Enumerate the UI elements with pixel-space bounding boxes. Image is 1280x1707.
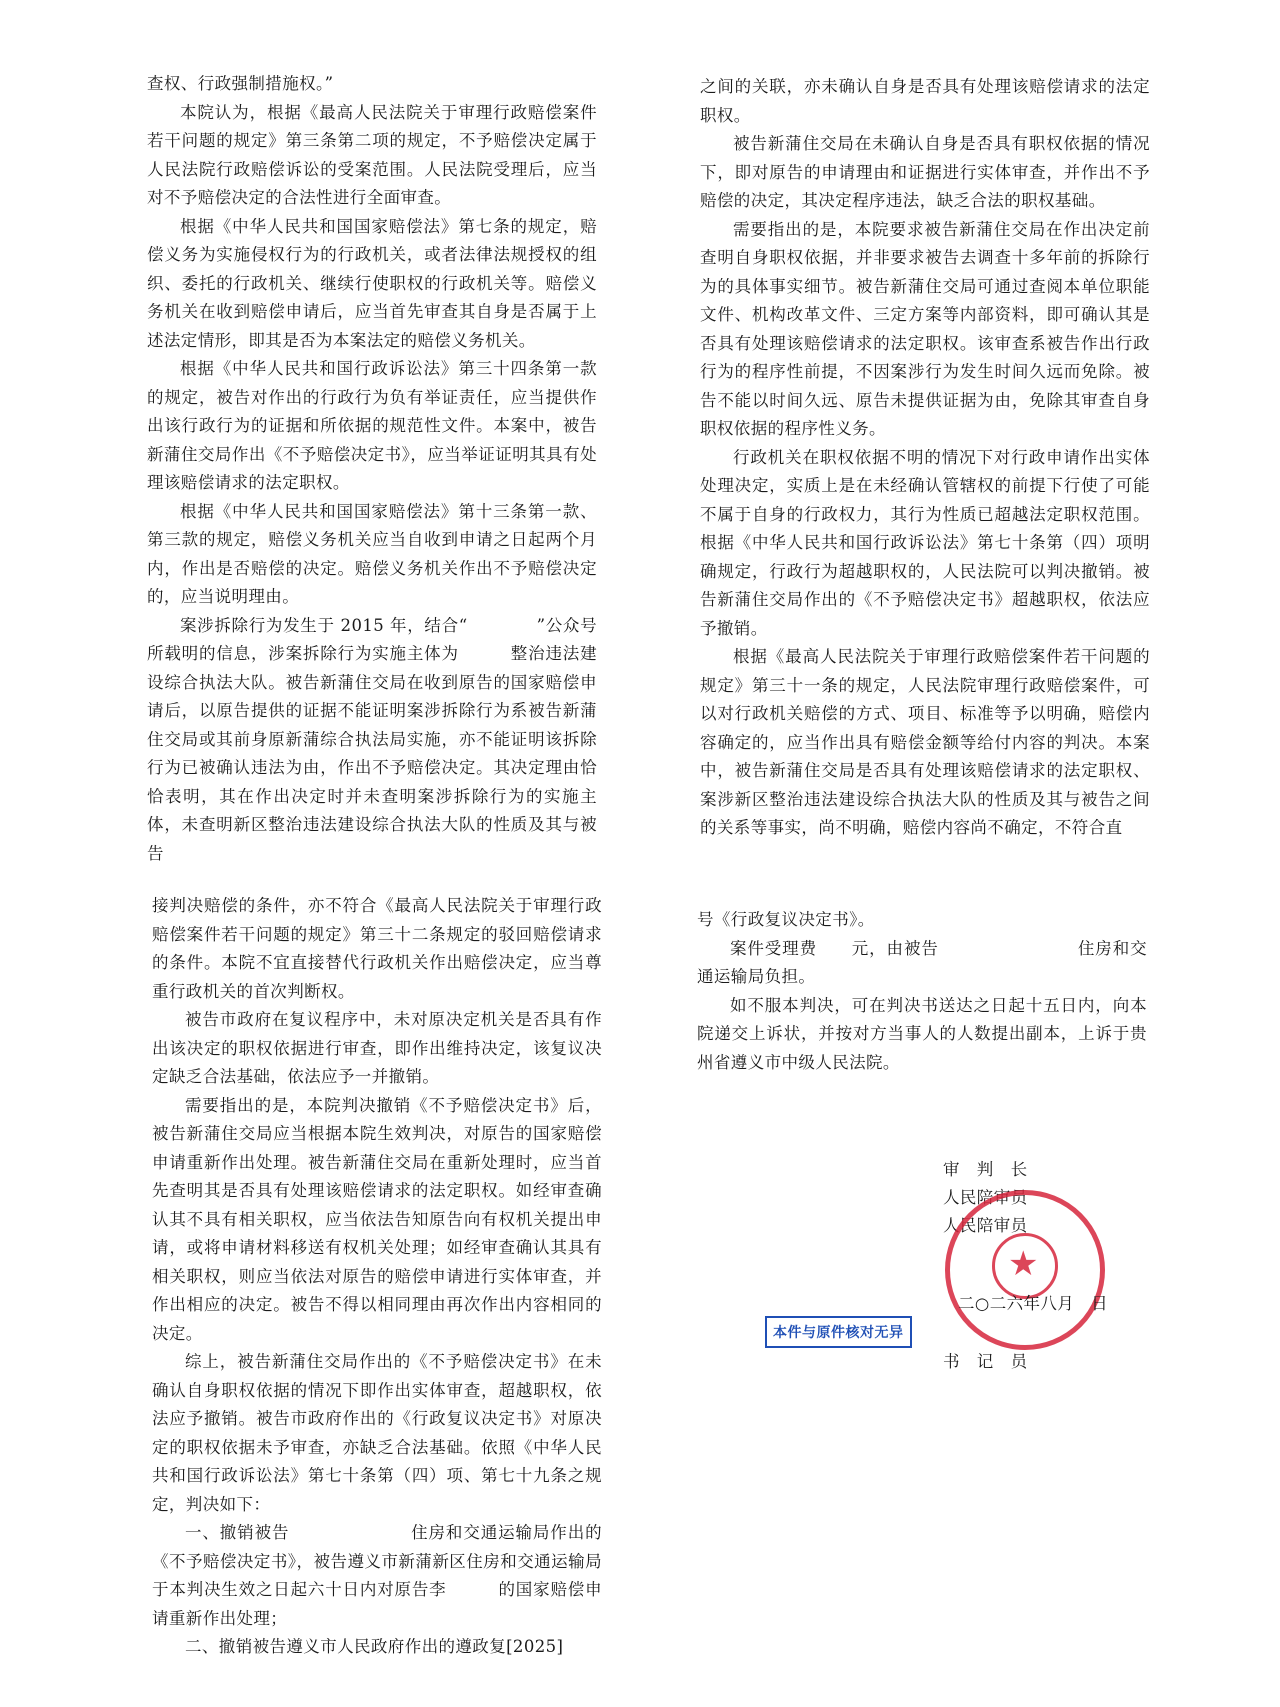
clerk-label: 书 记 员 (943, 1352, 1028, 1371)
court-seal (945, 1190, 1105, 1350)
paragraph: 根据《中华人民共和国行政诉讼法》第三十四条第一款的规定，被告对作出的行政行为负有举证责任，应当提供作出该行政行为的证据和所依据的规范性文件。本案中，被告新蒲住交局作出《不予赔偿决定书》，应当举证证明其具有处理该赔偿请求的法定职权。 (147, 359, 597, 492)
paragraph: 综上，被告新蒲住交局作出的《不予赔偿决定书》在未确认自身职权依据的情况下即作出实体审查，超越职权，依法应予撤销。被告市政府作出的《行政复议决定书》对原决定的职权依据未予审查，亦缺乏合法基础。依照《中华人民共和国行政诉讼法》第七十条第（四）项、第七十九条之规定，判决如下： (152, 1352, 602, 1514)
bottom-left-column (152, 892, 602, 1662)
judgment-item: 二、撤销被告遵义市人民政府作出的遵政复[2025] (185, 1637, 564, 1656)
paragraph: 之间的关联，亦未确认自身是否具有处理该赔偿请求的法定职权。 (700, 77, 1150, 125)
paragraph: 需要指出的是，本院要求被告新蒲住交局在作出决定前查明自身职权依据，并非要求被告去调查十多年前的拆除行为的具体事实细节。被告新蒲住交局可通过查阅本单位职能文件、机构改革文件、三定方案等内部资料，即可确认其是否具有处理该赔偿请求的法定职权。该审查系被告作出行政行为的程序性前提，不因案涉行为发生时间久远而免除。被告不能以时间久远、原告未提供证据为由，免除其审查自身职权依据的程序性义务。 (700, 219, 1150, 438)
paragraph: 本院认为，根据《最高人民法院关于审理行政赔偿案件若干问题的规定》第三条第二项的规定，不予赔偿决定属于人民法院行政赔偿诉讼的受案范围。人民法院受理后，应当对不予赔偿决定的合法性进行全面审查。 (147, 102, 597, 207)
paragraph: 根据《中华人民共和国国家赔偿法》第七条的规定，赔偿义务为实施侵权行为的行政机关，或者法律法规授权的组织、委托的行政机关、继续行使职权的行政机关等。赔偿义务机关在收到赔偿申请后，应当首先审查其自身是否属于上述法定情形，即其是否为本案法定的赔偿义务机关。 (147, 216, 597, 350)
top-right-column (700, 73, 1150, 843)
paragraph: 如不服本判决，可在判决书送达之日起十五日内，向本院递交上诉状，并按对方当事人的人数提出副本，上诉于贵州省遵义市中级人民法院。 (697, 995, 1147, 1072)
judgment-item: 一、撤销被告 住房和交通运输局作出的《不予赔偿决定书》，被告遵义市新蒲新区住房和交通运输局于本判决生效之日起六十日内对原告李 的国家赔偿申请重新作出处理； (152, 1523, 602, 1628)
paragraph: 案件受理费 元，由被告 住房和交通运输局负担。 (697, 938, 1147, 986)
paragraph: 被告市政府在复议程序中，未对原决定机关是否具有作出该决定的职权依据进行审查，即作出维持决定，该复议决定缺乏合法基础，依法应予一并撤销。 (152, 1010, 602, 1086)
paragraph: 查权、行政强制措施权。” (147, 74, 334, 93)
paragraph: 行政机关在职权依据不明的情况下对行政申请作出实体处理决定，实质上是在未经确认管辖权的前提下行使了可能不属于自身的行政权力，其行为性质已超越法定职权范围。根据《中华人民共和国行政诉讼法》第七十条第（四）项明确规定，行政行为超越职权的，人民法院可以判决撤销。被告新蒲住交局作出的《不予赔偿决定书》超越职权，依法应予撤销。 (700, 447, 1150, 638)
paragraph: 案涉拆除行为发生于 2015 年，结合“ ”公众号所载明的信息，涉案拆除行为实施主体为 整治违法建设综合执法大队。被告新蒲住交局在收到原告的国家赔偿申请后，以原告提供的证据不能证明案涉拆除行为系被告新蒲住交局或其前身原新蒲综合执法局实施，亦不能证明该拆除行为已被确认违法为由，作出不予赔偿决定。其决定理由恰恰表明，其在作出决定时并未查明案涉拆除行为的实施主体，未查明新区整治违法建设综合执法大队的性质及其与被告 (147, 615, 597, 863)
top-left-column (147, 70, 597, 868)
juror-label: 人民陪审员 (943, 1188, 1028, 1207)
chief-judge-label: 审 判 长 (943, 1160, 1028, 1179)
judgment-date: 二○二六年八月 日 (958, 1294, 1108, 1313)
paragraph: 根据《中华人民共和国国家赔偿法》第十三条第一款、第三款的规定，赔偿义务机关应当自收到申请之日起两个月内，作出是否赔偿的决定。赔偿义务机关作出不予赔偿决定的，应当说明理由。 (147, 501, 597, 606)
star-icon: ★ (1008, 1244, 1039, 1284)
verification-stamp: 本件与原件核对无异 (765, 1316, 912, 1348)
bottom-right-column (697, 906, 1147, 1077)
paragraph: 被告新蒲住交局在未确认自身是否具有职权依据的情况下，即对原告的申请理由和证据进行实体审查，并作出不予赔偿的决定，其决定程序违法，缺乏合法的职权基础。 (700, 134, 1150, 210)
paragraph: 需要指出的是，本院判决撤销《不予赔偿决定书》后，被告新蒲住交局应当根据本院生效判决，对原告的国家赔偿申请重新作出处理。被告新蒲住交局在重新处理时，应当首先查明其是否具有处理该赔偿请求的法定职权。如经审查确认其不具有相关职权，应当依法告知原告向有权机关提出申请，或将申请材料移送有权机关处理；如经审查确认其具有相关职权，则应当依法对原告的赔偿申请进行实体审查，并作出相应的决定。被告不得以相同理由再次作出内容相同的决定。 (152, 1095, 602, 1343)
paragraph: 号《行政复议决定书》。 (697, 910, 875, 929)
paragraph: 根据《最高人民法院关于审理行政赔偿案件若干问题的规定》第三十一条的规定，人民法院审理行政赔偿案件，可以对行政机关赔偿的方式、项目、标准等予以明确，赔偿内容确定的，应当作出具有赔偿金额等给付内容的判决。本案中，被告新蒲住交局是否具有处理该赔偿请求的法定职权、案涉新区整治违法建设综合执法大队的性质及其与被告之间的关系等事实，尚不明确，赔偿内容尚不确定，不符合直 (700, 647, 1150, 837)
juror-label: 人民陪审员 (943, 1216, 1028, 1235)
paragraph: 接判决赔偿的条件，亦不符合《最高人民法院关于审理行政赔偿案件若干问题的规定》第三十二条规定的驳回赔偿请求的条件。本院不宜直接替代行政机关作出赔偿决定，应当尊重行政机关的首次判断权。 (152, 896, 602, 1001)
